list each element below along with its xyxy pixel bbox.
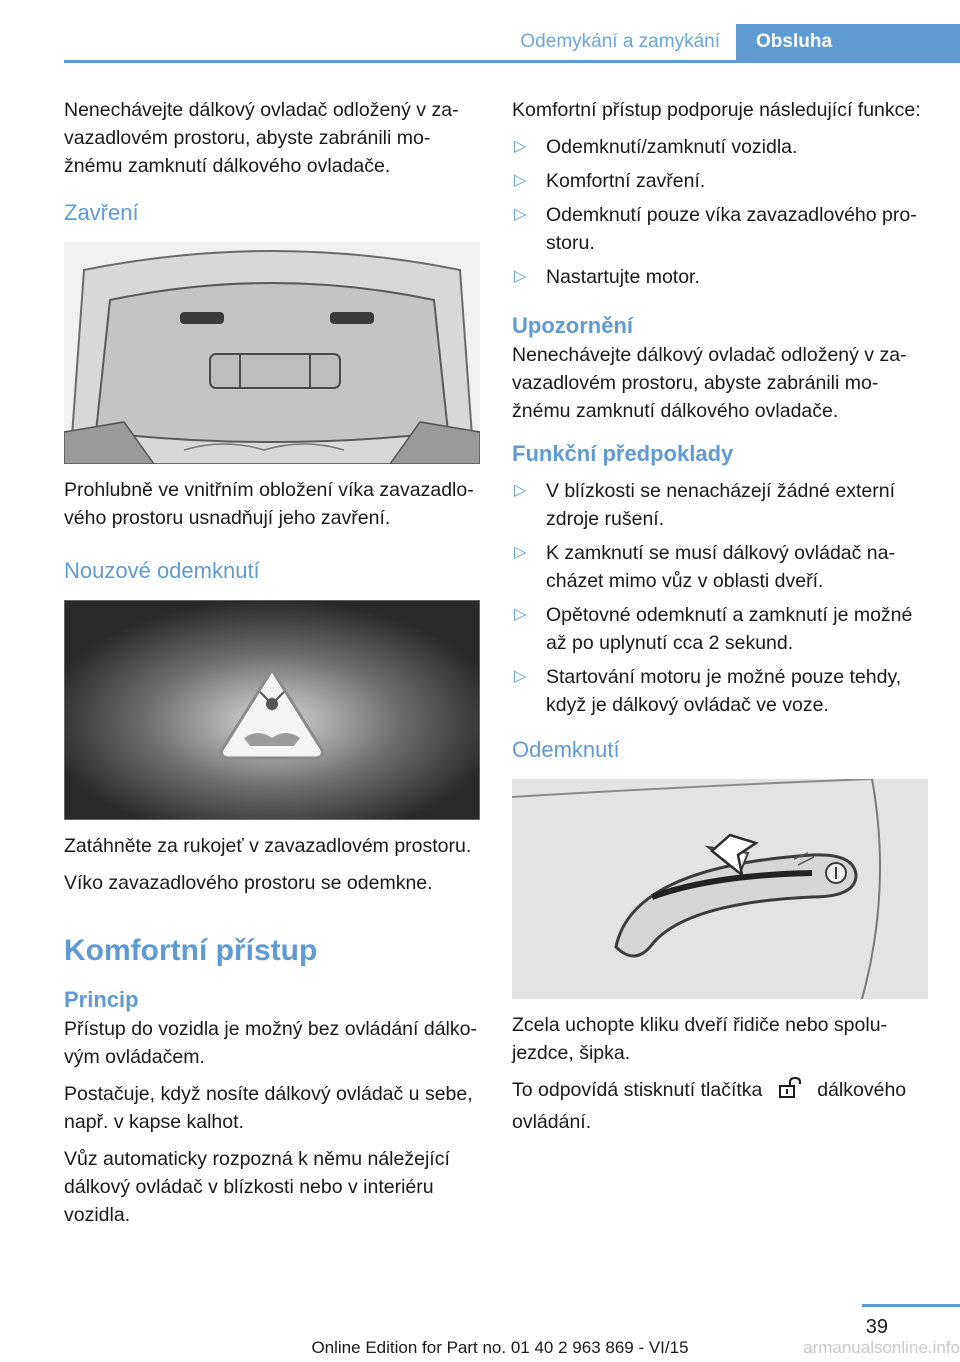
- emergency-release-illustration: [64, 600, 480, 820]
- left-column: [64, 96, 480, 1238]
- list-item: ▷ Odemknutí pouze víka zavazadlového prostoru.: [512, 201, 928, 257]
- list-item: ▷ Nastartujte motor.: [512, 263, 928, 291]
- watermark: armanualsonline.info: [803, 1338, 960, 1357]
- bullet-icon: ▷: [514, 668, 527, 685]
- unlock-heading: Odemknutí: [512, 737, 620, 762]
- list-item: ▷ Startování motoru je možné pouze tehdy, když je dálkový ovládač ve voze.: [512, 663, 928, 719]
- notice-heading: Upozornění: [512, 313, 633, 338]
- emergency-heading: Nouzové odemknutí: [64, 558, 260, 583]
- bullet-icon: ▷: [514, 206, 527, 223]
- functions-intro: Komfortní přístup podporuje následující funkce:: [512, 99, 921, 121]
- door-handle-illustration: [512, 779, 928, 999]
- closing-caption: Prohlubně ve vnitřním obložení víka zavazadlového prostoru usnadňují jeho zavření.: [64, 479, 474, 529]
- door-handle-figure: [512, 779, 928, 999]
- prerequisites-list: [512, 477, 928, 719]
- bullet-icon: ▷: [514, 606, 527, 623]
- header-rule: [64, 60, 960, 63]
- emergency-text-1: Zatáhněte za rukojeť v zavazadlovém prostoru.: [64, 835, 472, 857]
- intro-paragraph: Nenechávejte dálkový ovladač odložený v zavazadlovém prostoru, abyste zabránili možnému zamknutí dálkového ovladače.: [64, 99, 459, 177]
- list-item: ▷ V blízkosti se nenacházejí žádné externí zdroje rušení.: [512, 477, 928, 533]
- bullet-icon: ▷: [514, 482, 527, 499]
- functions-list: [512, 133, 928, 291]
- principle-text-1: Přístup do vozidla je možný bez ovládání dálkovým ovládačem.: [64, 1018, 477, 1068]
- principle-text-3: Vůz automaticky rozpozná k němu náležející dálkový ovládač v blízkosti nebo v interiéru vozidla.: [64, 1148, 450, 1226]
- list-item: ▷ K zamknutí se musí dálkový ovládač nacházet mimo vůz v oblasti dveří.: [512, 539, 928, 595]
- bullet-icon: ▷: [514, 138, 527, 155]
- bullet-icon: ▷: [514, 268, 527, 285]
- page-number: 39: [865, 1316, 888, 1338]
- principle-heading: Princip: [64, 987, 139, 1012]
- unlock-button-icon: [776, 1076, 804, 1108]
- list-item: ▷ Odemknutí/zamknutí vozidla.: [512, 133, 928, 161]
- closing-heading: Zavření: [64, 200, 139, 225]
- list-item: ▷ Opětovné odemknutí a zamknutí je možné až po uplynutí cca 2 sekund.: [512, 601, 928, 657]
- page-header: [0, 0, 960, 64]
- footer-rule: [862, 1304, 960, 1307]
- edition-note: Online Edition for Part no. 01 40 2 963 869 - VI/15: [311, 1338, 689, 1357]
- trunk-lid-figure: [64, 242, 480, 464]
- emergency-release-figure: [64, 600, 480, 820]
- comfort-access-heading: Komfortní přístup: [64, 934, 318, 967]
- right-column: [512, 96, 928, 1145]
- trunk-lid-illustration: [64, 242, 480, 464]
- list-item: ▷ Komfortní zavření.: [512, 167, 928, 195]
- unlock-text-1: Zcela uchopte kliku dveří řidiče nebo spolujezdce, šipka.: [512, 1014, 888, 1064]
- principle-text-2: Postačuje, když nosíte dálkový ovládač u sebe, např. v kapse kalhot.: [64, 1083, 473, 1133]
- chapter-tab: Obsluha: [736, 24, 960, 60]
- section-title: Odemykání a zamykání: [520, 31, 720, 52]
- bullet-icon: ▷: [514, 544, 527, 561]
- notice-text: Nenechávejte dálkový ovladač odložený v zavazadlovém prostoru, abyste zabránili možnému zamknutí dálkového ovladače.: [512, 344, 907, 422]
- bullet-icon: ▷: [514, 172, 527, 189]
- unlock-text-2: To odpovídá stisknutí tlačítka dálkového ovládání.: [512, 1076, 928, 1136]
- prerequisites-heading: Funkční předpoklady: [512, 441, 734, 466]
- emergency-text-2: Víko zavazadlového prostoru se odemkne.: [64, 872, 433, 894]
